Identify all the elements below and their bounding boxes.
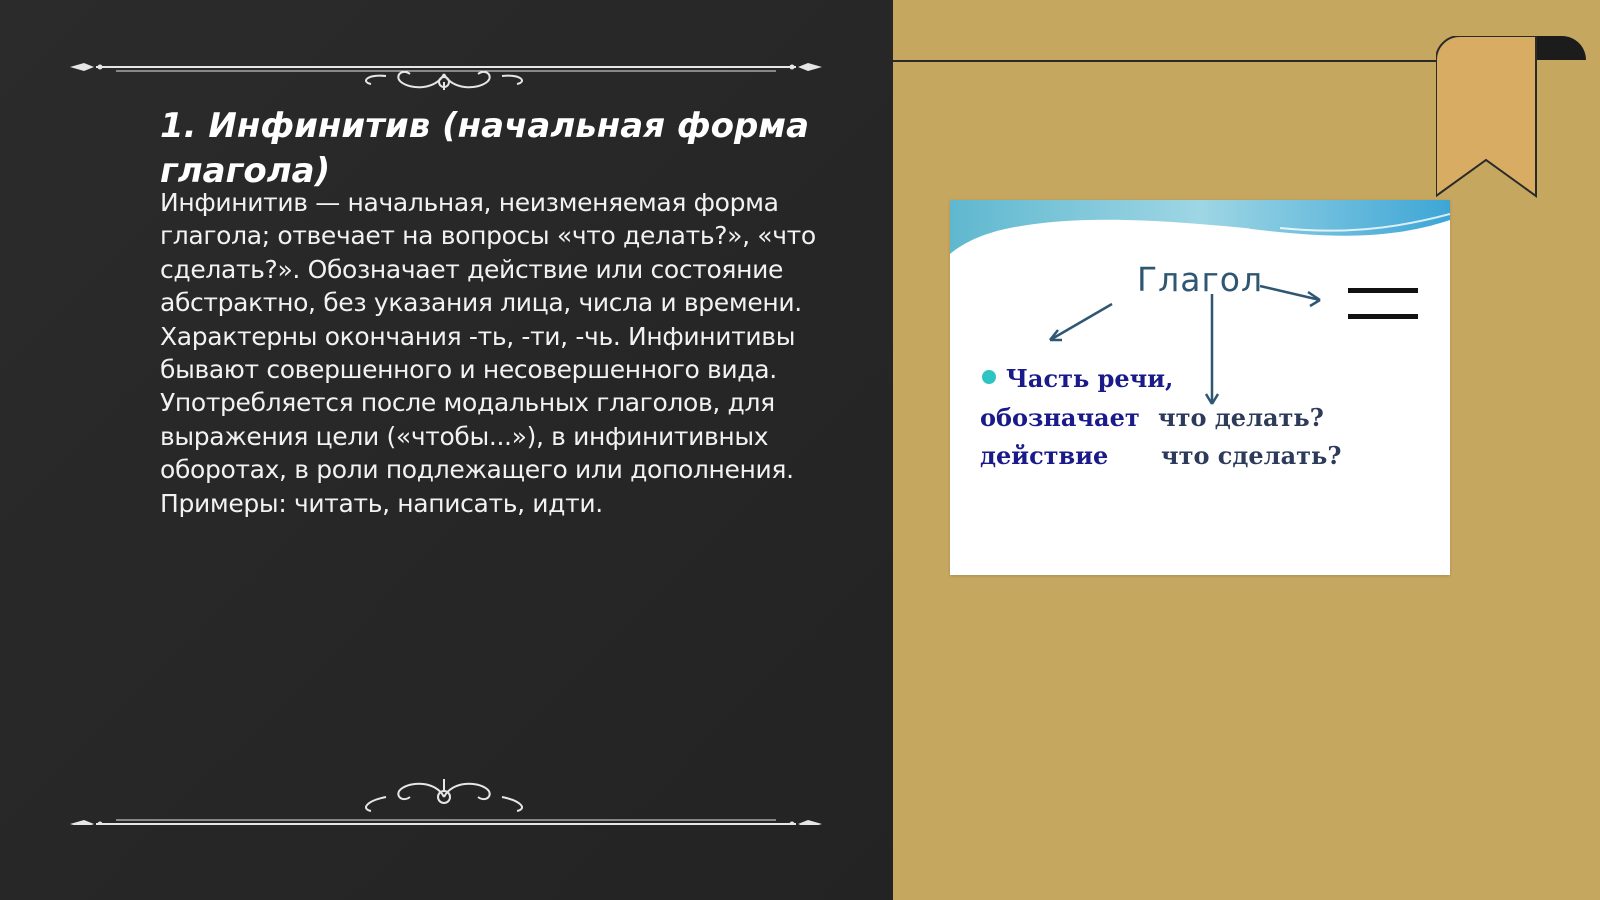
- bookmark-ribbon-icon: [1436, 36, 1586, 200]
- question-what-to-do: что делать?: [1158, 403, 1324, 432]
- part-of-speech-line-3: действие: [980, 441, 1109, 470]
- equals-icon: [1348, 288, 1420, 324]
- verb-word: Глагол: [1137, 260, 1264, 299]
- ornament-divider-bottom: [66, 775, 826, 825]
- part-of-speech-line-1: Часть речи,: [1006, 364, 1174, 393]
- ornament-divider-top: [66, 40, 826, 90]
- slide-body-text: Инфинитив — начальная, неизменяемая форма глагола; отвечает на вопросы «что делать?», «что сделать?». Обозначает действие или состояние абстрактно, без указания лица, числа и времени. Характерны окончания -ть, -ти, -чь. Инфинитивы бывают совершенного и несовершенного вида. Употребляется после модальных глаголов, для выражения цели («чтобы...»), в инфинитивных оборотах, в роли подлежащего или дополнения. Примеры: читать, написать, идти.: [160, 188, 816, 518]
- bullet-dot: [982, 370, 996, 384]
- part-of-speech-line-2: обозначает: [980, 403, 1140, 432]
- verb-diagram-image: [950, 200, 1450, 575]
- slide-title: 1. Инфинитив (начальная форма глагола): [160, 106, 810, 191]
- horizontal-rule: [893, 60, 1438, 62]
- question-what-to-have-done: что сделать?: [1161, 441, 1342, 470]
